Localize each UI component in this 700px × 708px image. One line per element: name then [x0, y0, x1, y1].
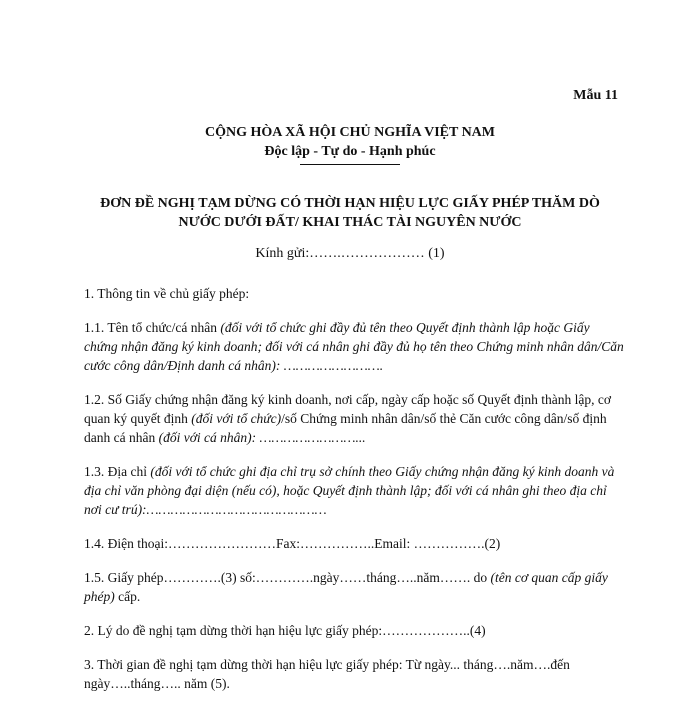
title-line-1: ĐƠN ĐỀ NGHỊ TẠM DỪNG CÓ THỜI HẠN HIỆU LỰC GIẤY PHÉP THĂM DÒ: [100, 196, 600, 211]
nation-motto: Độc lập - Tự do - Hạnh phúc: [264, 144, 436, 159]
section-1-5-label: 1.5. Giấy phép………….(3) số:………….ngày……tháng…..năm……. do: [84, 570, 491, 585]
national-header: [0, 123, 700, 165]
section-1-5-note: (tên cơ quan cấp giấy phép): [84, 570, 608, 604]
section-1-2-note-1: (đối với tổ chức): [191, 411, 282, 426]
section-1-1: [84, 318, 624, 375]
section-2: 2. Lý do đề nghị tạm dừng thời hạn hiệu lực giấy phép:………………..(4): [84, 623, 486, 638]
header-divider: [300, 164, 400, 165]
nation-name: CỘNG HÒA XÃ HỘI CHỦ NGHĨA VIỆT NAM: [204, 125, 495, 140]
section-1-5-tail: cấp.: [114, 589, 141, 604]
document-title: [60, 194, 640, 232]
document-body: [84, 284, 624, 708]
recipient-line: Kính gửi:…….……………… (1): [255, 246, 445, 261]
section-1-3: [84, 462, 624, 519]
section-1-1-note: (đối với tổ chức ghi đầy đủ tên theo Quyết định thành lập hoặc Giấy chứng nhận đăng ký kinh doanh; đối với cá nhân ghi đầy đủ họ tên theo Chứng minh nhân dân/Căn cước công dân/Định danh cá nhân): …………………….: [84, 320, 624, 373]
form-code: Mẫu 11: [573, 88, 618, 103]
title-line-2: NƯỚC DƯỚI ĐẤT/ KHAI THÁC TÀI NGUYÊN NƯỚC: [178, 215, 522, 230]
section-1: 1. Thông tin về chủ giấy phép:: [84, 286, 250, 301]
section-1-2-mid: /số Chứng minh nhân dân/số thẻ Căn cước công dân/số định danh cá nhân: [84, 411, 607, 445]
section-1-2-label: 1.2. Số Giấy chứng nhận đăng ký kinh doanh, nơi cấp, ngày cấp hoặc số Quyết định thành lập, cơ quan ký quyết định: [84, 392, 611, 426]
section-1-2-note-2: (đối với cá nhân): ……………………...: [158, 430, 366, 445]
section-1-3-note: (đối với tổ chức ghi địa chỉ trụ sở chính theo Giấy chứng nhận đăng ký kinh doanh và địa chỉ văn phòng đại diện (nếu có), hoặc Quyết định thành lập; đối với cá nhân ghi theo địa chỉ nơi cư trú):………………………………………: [84, 464, 615, 517]
section-1-4: 1.4. Điện thoại:……………………Fax:……………..Email: …………….(2): [84, 536, 501, 551]
section-3: 3. Thời gian đề nghị tạm dừng thời hạn hiệu lực giấy phép: Từ ngày... tháng….năm….đến ngày…..tháng….. năm (5).: [84, 657, 570, 691]
section-1-1-label: 1.1. Tên tổ chức/cá nhân: [84, 320, 221, 335]
section-1-5: [84, 568, 624, 606]
section-1-3-label: 1.3. Địa chỉ: [84, 464, 151, 479]
section-1-2: [84, 390, 624, 447]
